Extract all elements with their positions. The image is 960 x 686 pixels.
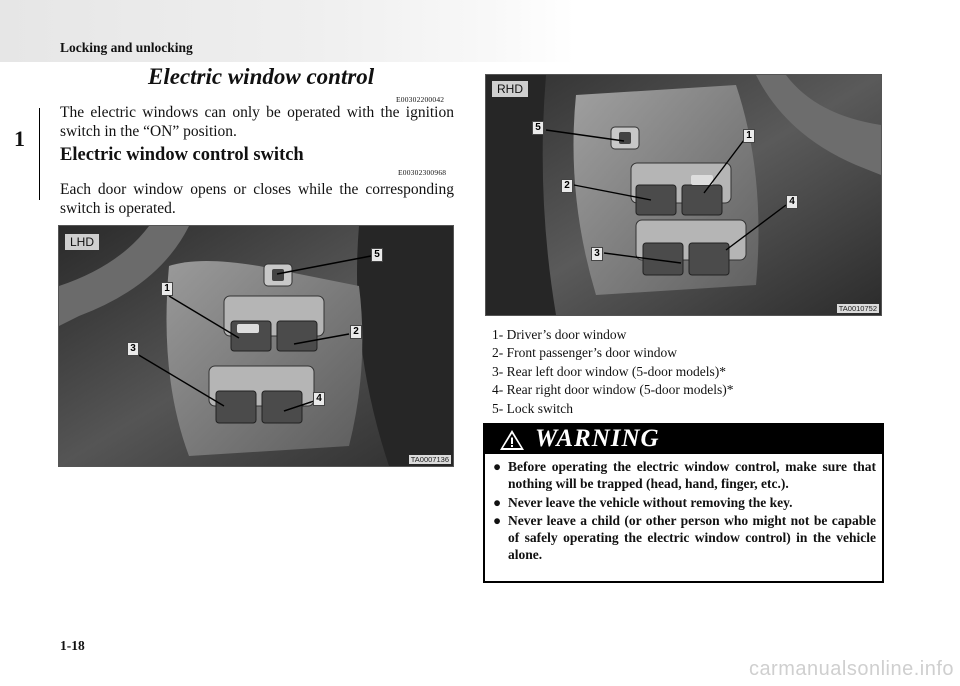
lhd-figure-code: TA0007136: [410, 455, 449, 464]
warning-item: [493, 458, 876, 493]
subsection-title: Electric window control switch: [60, 145, 304, 165]
lhd-callout-2: 2: [350, 325, 362, 339]
warning-item-text: Before operating the electric window control, make sure that nothing will be trapped (head, hand, finger, etc.).: [508, 459, 876, 492]
rhd-switch-illustration: [485, 74, 882, 316]
rhd-callout-4: 4: [786, 195, 798, 209]
legend-item: 1- Driver’s door window: [492, 327, 627, 342]
warning-heading: WARNING: [535, 425, 660, 452]
legend-item: 2- Front passenger’s door window: [492, 345, 677, 361]
rhd-callout-1: 1: [743, 129, 755, 143]
rhd-figure-code: TA0010752: [838, 304, 877, 313]
rhd-callout-5: 5: [532, 121, 544, 135]
lhd-callout-3: 3: [127, 342, 139, 356]
warning-triangle-icon: [499, 429, 525, 451]
lhd-label: LHD: [65, 234, 99, 250]
rhd-callout-2: 2: [561, 179, 573, 193]
warning-list: [493, 458, 876, 565]
warning-item-text: Never leave the vehicle without removing the key.: [508, 494, 793, 510]
bullet-icon: ●: [493, 494, 502, 510]
chapter-number: 1: [14, 126, 25, 151]
lhd-callout-5: 5: [371, 248, 383, 262]
intro-paragraph: The electric windows can only be operated with the ignition switch in the “ON” position.: [60, 104, 454, 140]
legend-item: 4- Rear right door window (5-door models)*: [492, 382, 734, 398]
rhd-label: RHD: [492, 81, 528, 97]
callout-legend: [492, 326, 733, 418]
section-code: E00302200042: [396, 95, 445, 104]
bullet-icon: ●: [493, 512, 502, 528]
warning-item: [493, 494, 876, 511]
warning-box: [483, 423, 884, 583]
warning-header: [485, 425, 882, 454]
watermark: carmanualsonline.info: [748, 658, 954, 680]
chapter-divider: [39, 108, 40, 200]
subsection-code: E00302300968: [398, 168, 447, 177]
warning-item: [493, 512, 876, 564]
lhd-switch-illustration: [58, 225, 454, 467]
warning-item-text: Never leave a child (or other person who might not be capable of safely operating the electric window control) in the vehicle alone.: [508, 512, 876, 563]
legend-item: 3- Rear left door window (5-door models)*: [492, 363, 726, 379]
lhd-callout-1: 1: [161, 282, 173, 296]
running-head: Locking and unlocking: [60, 40, 193, 55]
legend-item: 5- Lock switch: [492, 400, 573, 416]
lhd-callout-4: 4: [313, 392, 325, 406]
page-number: 1-18: [60, 638, 85, 653]
subsection-paragraph: Each door window opens or closes while the corresponding switch is operated.: [60, 181, 454, 217]
rhd-callout-3: 3: [591, 247, 603, 261]
bullet-icon: ●: [493, 459, 502, 474]
section-title: Electric window control: [148, 64, 375, 89]
